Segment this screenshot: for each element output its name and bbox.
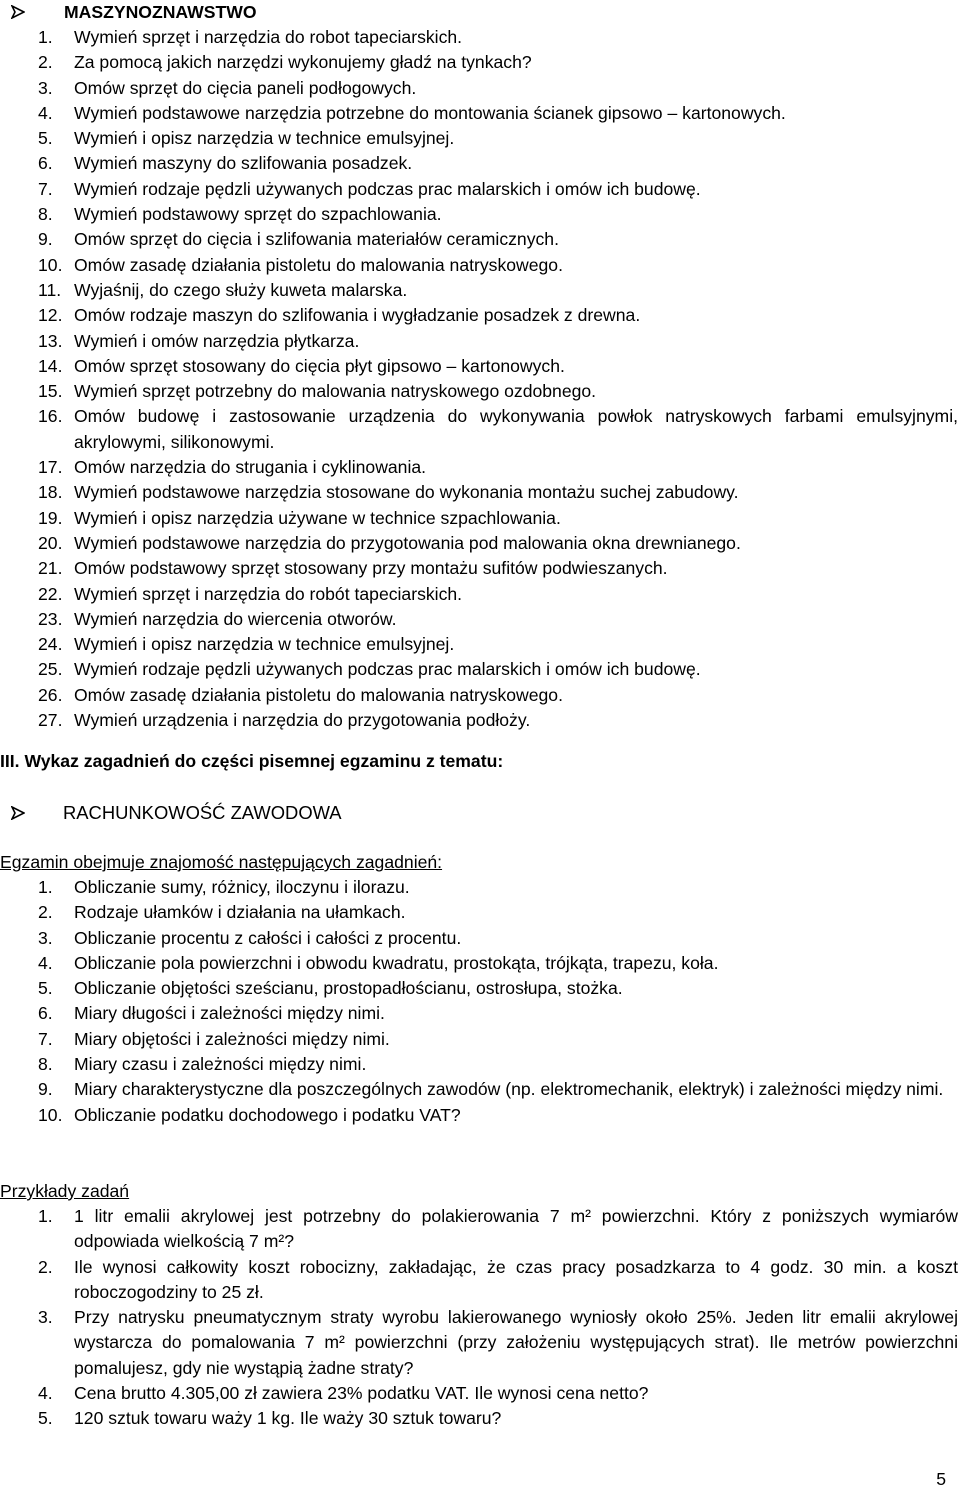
section-title: III. Wykaz zagadnień do części pisemnej egzaminu z tematu: [0, 751, 504, 771]
list-item [0, 379, 958, 404]
task-item [0, 1305, 958, 1381]
list-item-text: Wymień i opisz narzędzia używane w technice szpachlowania. [74, 507, 561, 528]
list-item-number: 8. [38, 1054, 53, 1075]
list-item-number: 11. [38, 279, 62, 300]
list-item-text: Wyjaśnij, do czego służy kuweta malarska. [74, 279, 408, 300]
list-item [0, 50, 958, 75]
list-item-number: 1. [38, 27, 53, 47]
example-tasks-heading: Przykłady zadań [0, 1181, 130, 1201]
list-item-number: 5. [38, 128, 53, 149]
task-item [0, 1255, 958, 1306]
list-item-number: 27. [38, 710, 63, 731]
list-item [0, 683, 958, 708]
list-item-number: 5. [38, 1408, 53, 1429]
tools-question-list [0, 25, 958, 733]
list-item [0, 976, 958, 1001]
list-item [0, 101, 958, 126]
list-item-number: 3. [38, 1307, 53, 1328]
list-item [0, 1103, 958, 1128]
list-item-text: Obliczanie procentu z całości i całości z procentu. [74, 927, 462, 948]
list-item-number: 18. [38, 482, 63, 503]
list-item-text: Omów sprzęt do cięcia i szlifowania materiałów ceramicznych. [74, 229, 559, 250]
list-item-text: Wymień rodzaje pędzli używanych podczas prac malarskich i omów ich budowę. [74, 659, 701, 680]
section-heading-text: MASZYNOZNAWSTWO [64, 2, 257, 22]
list-item [0, 1001, 958, 1026]
list-item-text: Wymień sprzęt i narzędzia do robot tapeciarskich. [74, 27, 463, 47]
section-heading-machines [11, 0, 257, 25]
list-item [0, 253, 958, 278]
list-item-text: Obliczanie objętości sześcianu, prostopadłościanu, ostrosłupa, stożka. [74, 978, 623, 999]
list-item [0, 329, 958, 354]
list-item [0, 227, 958, 252]
list-item [0, 632, 958, 657]
list-item-text: Miary objętości i zależności między nimi. [74, 1028, 390, 1049]
list-item-text: Rodzaje ułamków i działania na ułamkach. [74, 902, 406, 923]
list-item-number: 26. [38, 684, 63, 705]
list-item-number: 25. [38, 659, 63, 680]
list-item-number: 5. [38, 978, 53, 999]
list-item-text: Wymień sprzęt potrzebny do malowania natryskowego ozdobnego. [74, 381, 597, 402]
list-item [0, 875, 958, 900]
list-item-text: Wymień podstawowe narzędzia potrzebne do montowania ścianek gipsowo – kartonowych. [74, 102, 786, 123]
list-item [0, 1027, 958, 1052]
list-item [0, 151, 958, 176]
list-item [0, 1077, 958, 1102]
list-item-text: Wymień rodzaje pędzli używanych podczas prac malarskich i omów ich budowę. [74, 178, 701, 199]
list-item [0, 278, 958, 303]
list-item-number: 21. [38, 558, 63, 579]
list-item-text: 1 litr emalii akrylowej jest potrzebny do polakierowania 7 m² powierzchni. Który z poniższych wymiarów odpowiada wielkością 7 m²? [74, 1206, 958, 1252]
exam-scope-heading: Egzamin obejmuje znajomość następujących zagadnień: [0, 852, 443, 872]
list-item-number: 13. [38, 330, 63, 351]
list-item-number: 10. [38, 1104, 63, 1125]
list-item-number: 3. [38, 927, 53, 948]
list-item-number: 7. [38, 178, 53, 199]
list-item-text: Miary charakterystyczne dla poszczególnych zawodów (np. elektromechanik, elektryk) i zależności między nimi. [74, 1079, 944, 1100]
list-item-number: 10. [38, 254, 63, 275]
list-item [0, 607, 958, 632]
list-item-number: 1. [38, 877, 53, 897]
list-item [0, 76, 958, 101]
list-item-text: Omów zasadę działania pistoletu do malowania natryskowego. [74, 684, 563, 705]
list-item-number: 19. [38, 507, 63, 528]
list-item-text: Wymień i opisz narzędzia w technice emulsyjnej. [74, 128, 455, 149]
list-item-text: Wymień i opisz narzędzia w technice emulsyjnej. [74, 634, 455, 655]
list-item-text: Omów rodzaje maszyn do szlifowania i wygładzanie posadzek z drewna. [74, 305, 641, 326]
list-item-text: 120 sztuk towaru waży 1 kg. Ile waży 30 sztuk towaru? [74, 1408, 502, 1429]
list-item [0, 303, 958, 328]
list-item-text: Cena brutto 4.305,00 zł zawiera 23% podatku VAT. Ile wynosi cena netto? [74, 1383, 649, 1404]
list-item-text: Wymień podstawowe narzędzia do przygotowania pod malowania okna drewnianego. [74, 532, 741, 553]
list-item-text: Wymień podstawowy sprzęt do szpachlowania. [74, 204, 442, 225]
list-item-number: 6. [38, 1003, 53, 1024]
list-item-text: Omów podstawowy sprzęt stosowany przy montażu sufitów podwieszanych. [74, 558, 668, 579]
list-item-text: Wymień urządzenia i narzędzia do przygotowania podłoży. [74, 710, 531, 731]
list-item [0, 900, 958, 925]
list-item-number: 1. [38, 1206, 53, 1226]
list-item [0, 531, 958, 556]
list-item [0, 556, 958, 581]
list-item-number: 6. [38, 153, 53, 174]
list-item-number: 2. [38, 1256, 53, 1277]
list-item-text: Omów budowę i zastosowanie urządzenia do wykonywania powłok natryskowych farbami emulsyjnymi, akrylowymi, silikonowymi. [74, 406, 958, 452]
list-item [0, 25, 958, 50]
arrow-bullet-icon [11, 5, 25, 19]
list-item-number: 4. [38, 102, 53, 123]
list-item-number: 4. [38, 1383, 53, 1404]
list-item-number: 2. [38, 52, 53, 73]
list-item-text: Omów narzędzia do strugania i cyklinowania. [74, 457, 427, 478]
list-item [0, 926, 958, 951]
list-item-text: Wymień i omów narzędzia płytkarza. [74, 330, 360, 351]
list-item [0, 455, 958, 480]
list-item-number: 2. [38, 902, 53, 923]
list-item-number: 16. [38, 406, 63, 427]
task-item [0, 1381, 958, 1406]
list-item [0, 480, 958, 505]
list-item-number: 20. [38, 532, 63, 553]
task-item [0, 1204, 958, 1255]
list-item-text: Wymień podstawowe narzędzia stosowane do wykonania montażu suchej zabudowy. [74, 482, 739, 503]
list-item-number: 12. [38, 305, 63, 326]
list-item-number: 8. [38, 204, 53, 225]
list-item-number: 23. [38, 608, 63, 629]
list-item-number: 17. [38, 457, 63, 478]
arrow-bullet-icon [11, 806, 25, 820]
list-item-text: Za pomocą jakich narzędzi wykonujemy gładź na tynkach? [74, 52, 532, 73]
list-item-number: 9. [38, 1079, 53, 1100]
list-item [0, 126, 958, 151]
list-item-text: Obliczanie pola powierzchni i obwodu kwadratu, prostokąta, trójkąta, trapezu, koła. [74, 952, 719, 973]
list-item-text: Miary długości i zależności między nimi. [74, 1003, 385, 1024]
page-number: 5 [936, 1469, 946, 1489]
list-item-text: Wymień sprzęt i narzędzia do robót tapeciarskich. [74, 583, 463, 604]
list-item-text: Miary czasu i zależności między nimi. [74, 1054, 367, 1075]
section-heading-accounting [11, 800, 342, 825]
exam-topics-list [0, 875, 958, 1128]
list-item-number: 14. [38, 355, 63, 376]
list-item-number: 3. [38, 77, 53, 98]
list-item [0, 506, 958, 531]
list-item-text: Omów zasadę działania pistoletu do malowania natryskowego. [74, 254, 563, 275]
list-item [0, 354, 958, 379]
list-item [0, 657, 958, 682]
list-item-number: 4. [38, 952, 53, 973]
list-item [0, 177, 958, 202]
list-item-number: 24. [38, 634, 63, 655]
list-item [0, 582, 958, 607]
list-item-text: Ile wynosi całkowity koszt robocizny, zakładając, że czas pracy posadzkarza to 4 godz. 30 min. a koszt roboczogodziny to 25 zł. [74, 1256, 958, 1302]
list-item-text: Obliczanie podatku dochodowego i podatku VAT? [74, 1104, 461, 1125]
example-tasks-list [0, 1204, 958, 1432]
list-item [0, 708, 958, 733]
list-item-text: Przy natrysku pneumatycznym straty wyrobu lakierowanego wyniosły około 25%. Jeden litr emalii akrylowej wystarcza do pomalowania 7 m² powierzchni (przy założeniu występujących strat). Ile metrów powierzchni pomalujesz, gdy nie wystąpią żadne straty? [74, 1307, 958, 1378]
list-item [0, 951, 958, 976]
list-item-number: 7. [38, 1028, 53, 1049]
list-item [0, 202, 958, 227]
list-item-number: 15. [38, 381, 63, 402]
list-item-text: Omów sprzęt stosowany do cięcia płyt gipsowo – kartonowych. [74, 355, 565, 376]
list-item-text: Wymień maszyny do szlifowania posadzek. [74, 153, 413, 174]
list-item-text: Obliczanie sumy, różnicy, iloczynu i ilorazu. [74, 877, 410, 897]
list-item-text: Omów sprzęt do cięcia paneli podłogowych. [74, 77, 417, 98]
list-item [0, 1052, 958, 1077]
list-item-number: 9. [38, 229, 53, 250]
list-item-text: Wymień narzędzia do wiercenia otworów. [74, 608, 397, 629]
section-heading-text: RACHUNKOWOŚĆ ZAWODOWA [63, 802, 342, 823]
list-item-number: 22. [38, 583, 63, 604]
list-item [0, 404, 958, 455]
task-item [0, 1406, 958, 1431]
